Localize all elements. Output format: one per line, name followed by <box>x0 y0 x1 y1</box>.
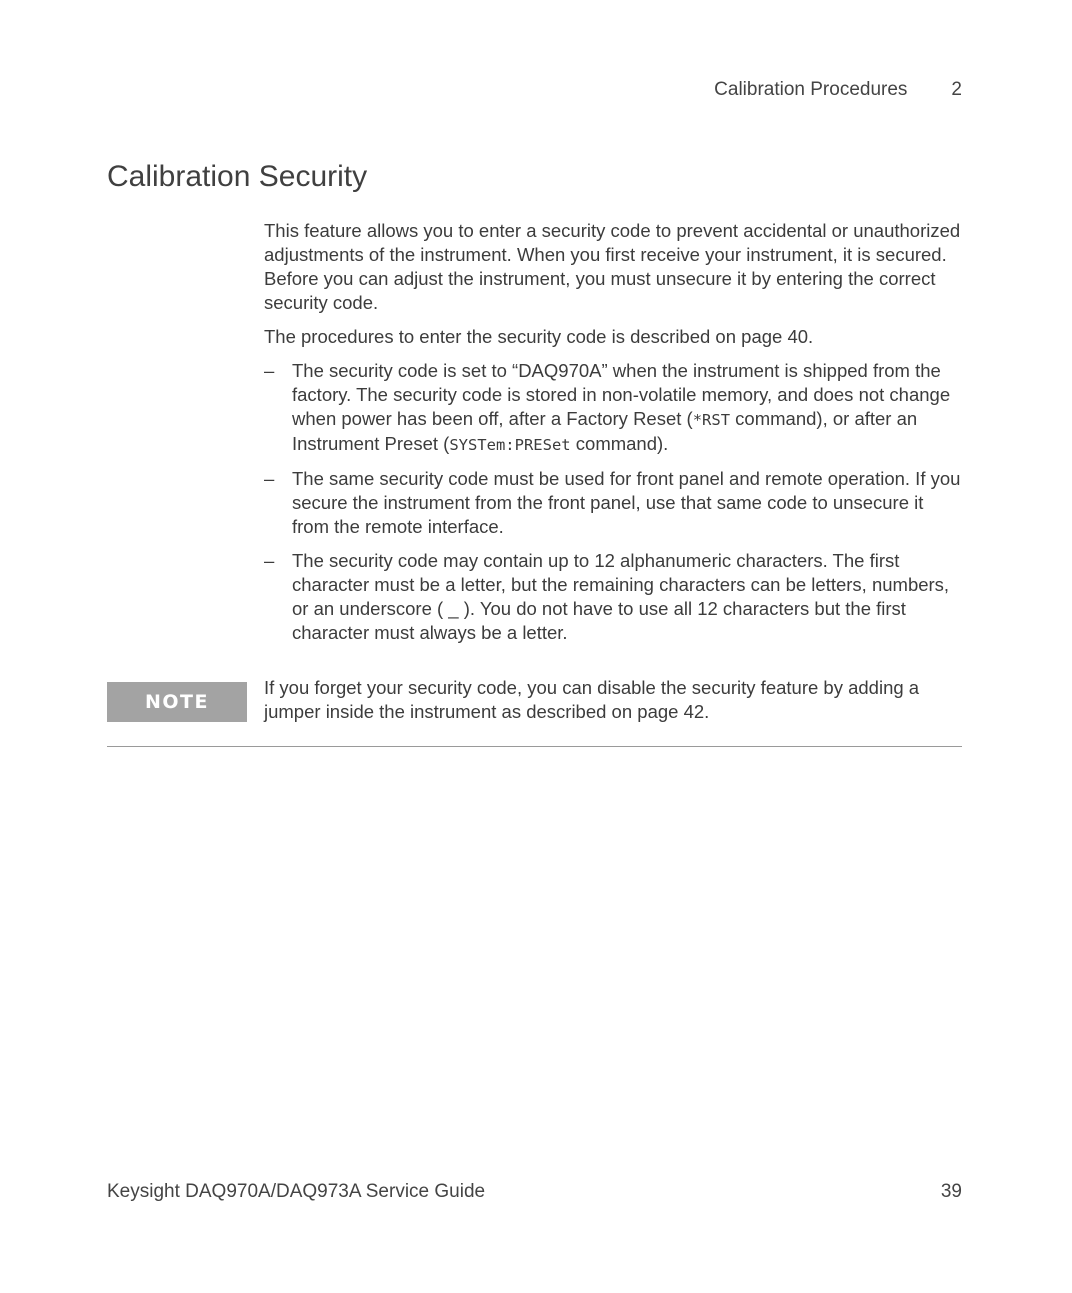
rst-command: *RST <box>692 411 731 429</box>
section-title: Calibration Security <box>107 160 368 193</box>
list-item <box>264 359 964 457</box>
bullet-list <box>264 359 964 645</box>
bullet-dash: – <box>264 468 275 489</box>
divider <box>107 746 962 747</box>
preset-command: SYSTem:PRESet <box>449 436 571 454</box>
chapter-title: Calibration Procedures <box>714 79 908 100</box>
note-badge: NOTE <box>107 682 247 722</box>
body-content <box>264 219 964 655</box>
footer-page-number: 39 <box>940 1181 962 1202</box>
list-item <box>264 549 964 645</box>
bullet-text: command), or after an Instrument Preset ( <box>292 408 918 454</box>
list-item <box>264 467 964 539</box>
chapter-number: 2 <box>951 79 962 100</box>
bullet-dash: – <box>264 550 275 571</box>
footer-guide-title: Keysight DAQ970A/DAQ973A Service Guide <box>107 1181 486 1202</box>
bullet-dash: – <box>264 360 275 381</box>
note-text: If you forget your security code, you can disable the security feature by adding a jumper inside the instrument as described on page 42. <box>264 677 920 722</box>
intro-paragraph: This feature allows you to enter a security code to prevent accidental or unauthorized adjustments of the instrument. When you first receive your instrument, it is secured. Before you can adjust the instrument, you must unsecure it by entering the correct security code. <box>264 220 961 313</box>
procedures-paragraph: The procedures to enter the security code is described on page 40. <box>264 326 814 347</box>
bullet-text: The security code may contain up to 12 alphanumeric characters. The first character must be a letter, but the remaining characters can be letters, numbers, or an underscore ( _ ). You do not have to use all 12 characters but the first character must always be a letter. <box>292 550 950 643</box>
bullet-text: The security code is set to “DAQ970A” when the instrument is shipped from the factory. The security code is stored in non-volatile memory, and does not change when power has been off, after a Factory Reset ( <box>292 360 951 429</box>
bullet-text: command). <box>570 433 669 454</box>
running-header <box>714 79 962 101</box>
bullet-text: The same security code must be used for front panel and remote operation. If you secure the instrument from the front panel, use that same code to unsecure it from the remote interface. <box>292 468 961 537</box>
